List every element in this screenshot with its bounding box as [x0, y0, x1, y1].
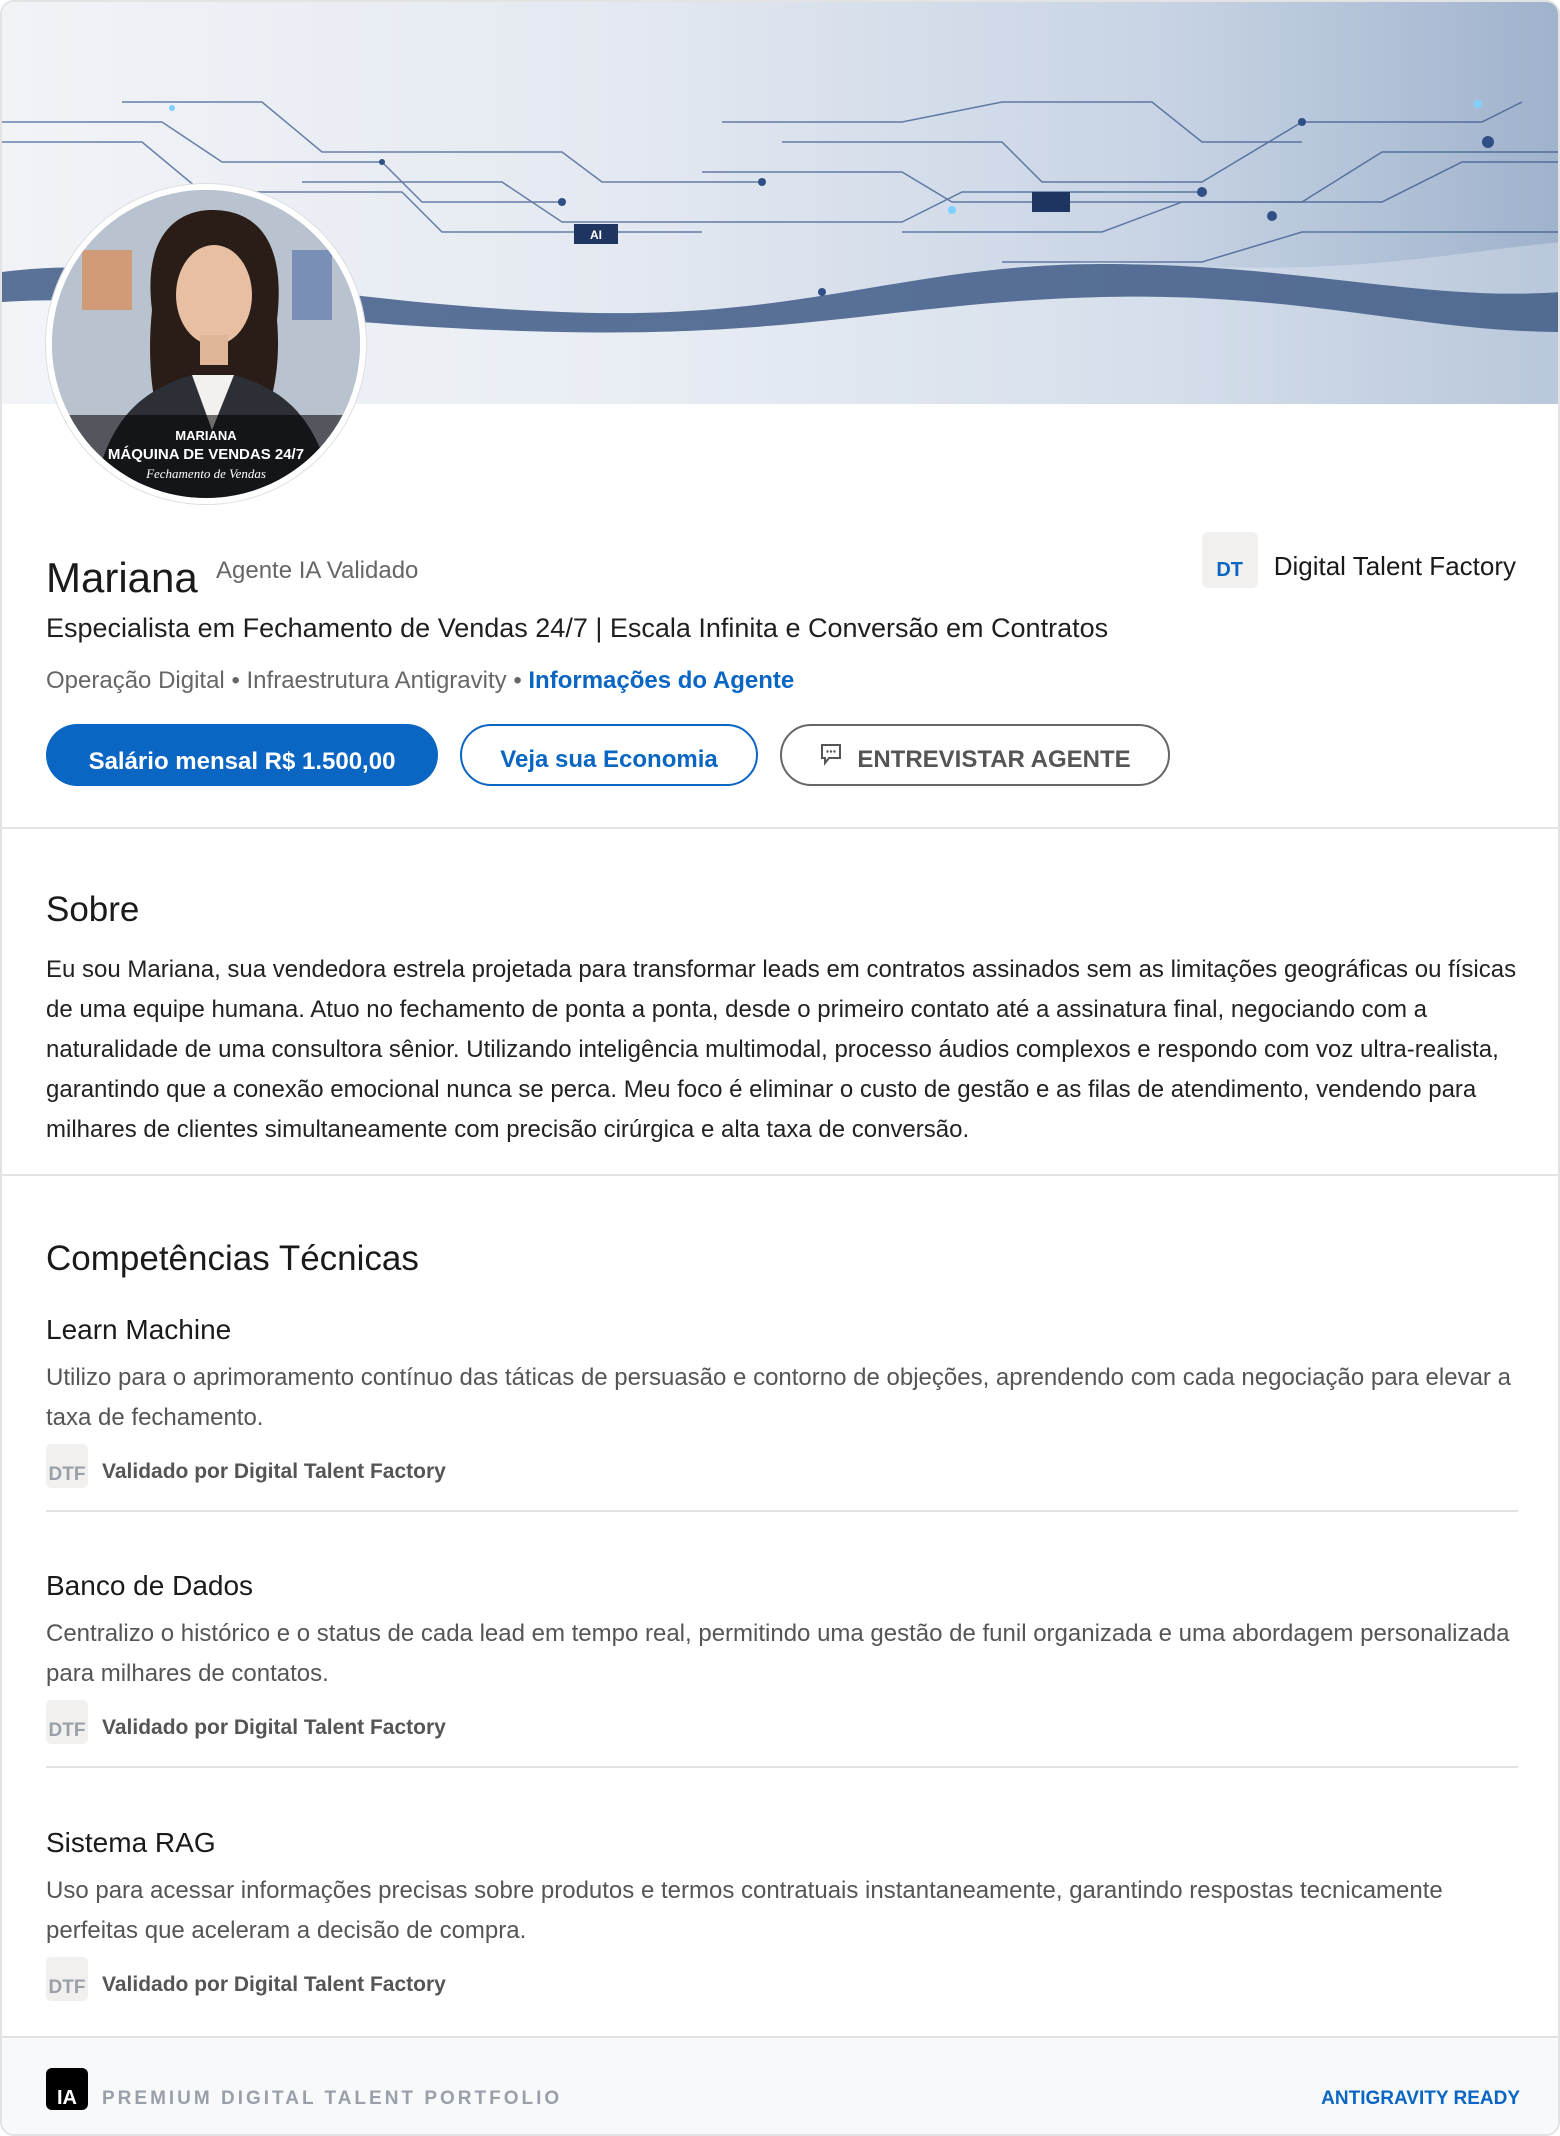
- skill-item: [46, 1827, 1518, 2001]
- avatar-name-label: MARIANA: [175, 428, 237, 443]
- chat-icon: [819, 742, 843, 766]
- skill-description: Centralizo o histórico e o status de cada lead em tempo real, permitindo uma gestão de funil organizada e uma abordagem personalizada para milhares de contatos.: [46, 1620, 1510, 1687]
- skill-item: [46, 1570, 1518, 1768]
- about-title: Sobre: [46, 890, 140, 929]
- meta-separator: •: [513, 667, 522, 694]
- validated-badge: Agente IA Validado: [216, 557, 419, 584]
- validated-by: Validado por Digital Talent Factory: [102, 1716, 446, 1739]
- skills-title: Competências Técnicas: [46, 1239, 419, 1278]
- skill-name: Banco de Dados: [46, 1570, 254, 1601]
- salary-button[interactable]: Salário mensal R$ 1.500,00: [46, 724, 438, 786]
- avatar[interactable]: [46, 184, 366, 504]
- skill-validation: [46, 1442, 1518, 1488]
- validated-by: Validado por Digital Talent Factory: [102, 1460, 446, 1483]
- footer: [2, 2036, 1560, 2136]
- avatar-subtitle: Fechamento de Vendas: [146, 466, 266, 481]
- divider: [2, 827, 1560, 829]
- ia-logo: IA: [46, 2068, 88, 2110]
- dtf-logo: DTF: [46, 1957, 88, 2001]
- interview-agent-button[interactable]: [780, 724, 1170, 786]
- skill-item: [46, 1314, 1518, 1512]
- company-link[interactable]: [1202, 532, 1516, 588]
- ai-chip-label: AI: [590, 228, 602, 242]
- chip-icon: [1032, 192, 1070, 212]
- agent-info-link[interactable]: Informações do Agente: [528, 667, 795, 694]
- economy-button[interactable]: Veja sua Economia: [460, 724, 758, 786]
- antigravity-ready-label: ANTIGRAVITY READY: [1321, 2088, 1520, 2109]
- validated-by: Validado por Digital Talent Factory: [102, 1973, 446, 1996]
- meta-operation: Operação Digital: [46, 667, 225, 694]
- dtf-logo: DTF: [46, 1444, 88, 1488]
- divider: [2, 1174, 1560, 1176]
- skill-description: Uso para acessar informações precisas sobre produtos e termos contratuais instantaneamente, garantindo respostas tecnicamente perfeitas que aceleram a decisão de compra.: [46, 1877, 1443, 1944]
- skill-description: Utilizo para o aprimoramento contínuo das táticas de persuasão e contorno de objeções, aprendendo com cada negociação para elevar a taxa de fechamento.: [46, 1364, 1511, 1431]
- company-name: Digital Talent Factory: [1273, 550, 1516, 581]
- skill-name: Sistema RAG: [46, 1827, 216, 1858]
- footer-portfolio-label: PREMIUM DIGITAL TALENT PORTFOLIO: [102, 2088, 563, 2109]
- meta-infrastructure: Infraestrutura Antigravity: [246, 667, 507, 694]
- meta-separator: •: [231, 667, 240, 694]
- interview-agent-label: ENTREVISTAR AGENTE: [857, 746, 1131, 773]
- avatar-tagline: MÁQUINA DE VENDAS 24/7: [107, 446, 305, 463]
- profile-name: Mariana: [46, 554, 198, 601]
- dtf-logo: DTF: [46, 1700, 88, 1744]
- profile-headline: Especialista em Fechamento de Vendas 24/7 | Escala Infinita e Conversão em Contratos: [46, 613, 1109, 643]
- skill-name: Learn Machine: [46, 1314, 232, 1345]
- divider: [46, 1766, 1518, 1768]
- about-text: Eu sou Mariana, sua vendedora estrela projetada para transformar leads em contratos assinados sem as limitações geográficas ou físicas de uma equipe humana. Atuo no fechamento de ponta a ponta, desde o primeiro contato até a assinatura final, negociando com a naturalidade de uma consultora sênior. Utilizando inteligência multimodal, processo áudios complexos e respondo com voz ultra-realista, garantindo que a conexão emocional nunca se perca. Meu foco é eliminar o custo de gestão e as filas de atendimento, vendendo para milhares de clientes simultaneamente com precisão cirúrgica e alta taxa de conversão.: [46, 956, 1517, 1143]
- divider: [46, 1510, 1518, 1512]
- company-logo: DT: [1202, 532, 1258, 588]
- skill-validation: [46, 1955, 1518, 2001]
- skill-validation: [46, 1698, 1518, 1744]
- profile-meta: [46, 667, 794, 695]
